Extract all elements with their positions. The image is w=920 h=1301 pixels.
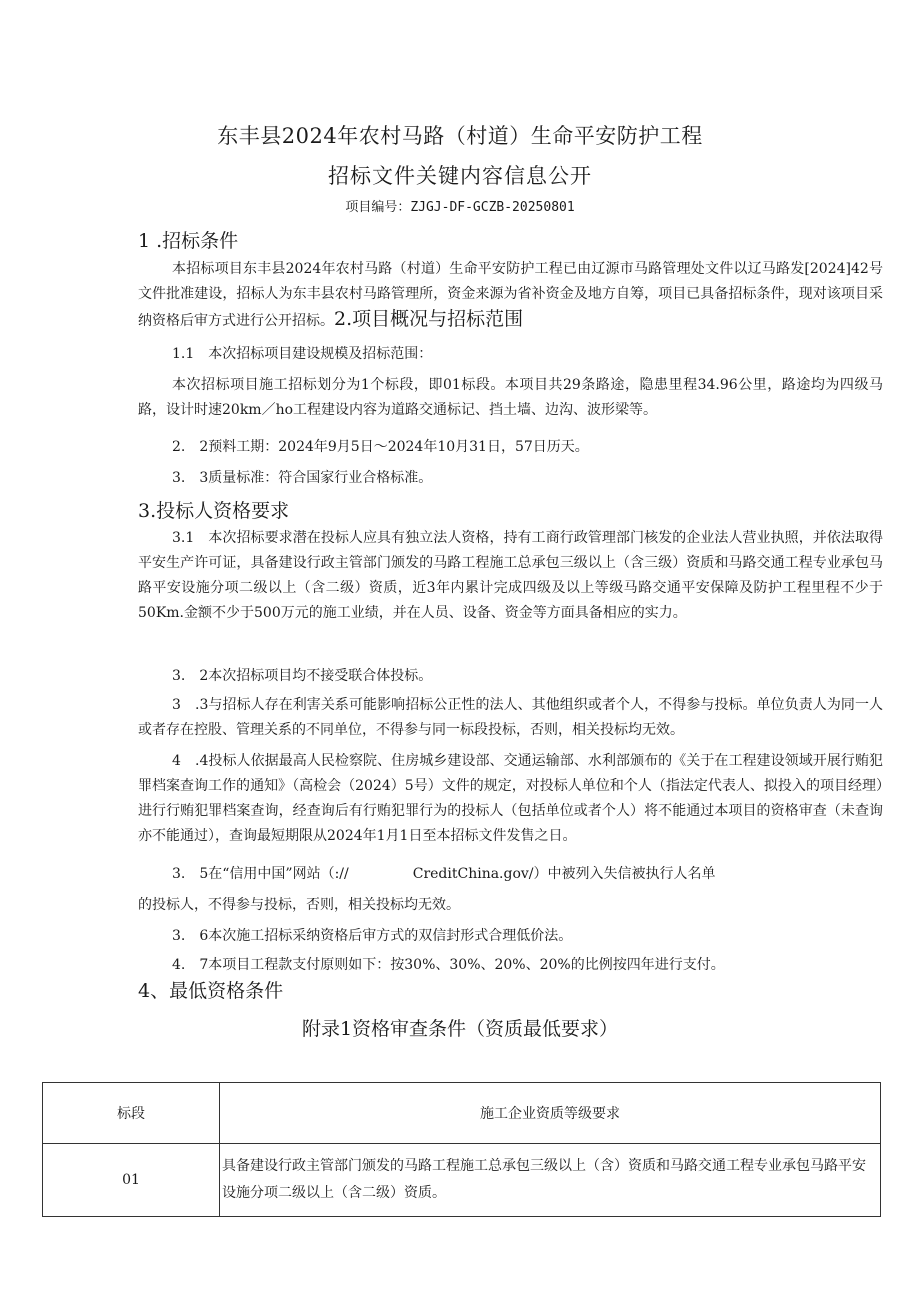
qualification-table: [42, 1082, 881, 1217]
table-header-requirement: 施工企业资质等级要求: [220, 1083, 881, 1144]
table-cell-requirement: 具备建设行政主管部门颁发的马路工程施工总承包三级以上（含）资质和马路交通工程专业承包马路平安设施分项二级以上（含二级）资质。: [220, 1144, 881, 1217]
table-row: [43, 1144, 881, 1217]
section-1-heading: 1 .招标条件: [138, 230, 239, 252]
section-3-item-3-5-text: 3. 5在“信用中国”网站（://: [172, 866, 349, 882]
section-3-item-3-3: 3 .3与招标人存在利害关系可能影响招标公正性的法人、其他组织或者个人，不得参与投标。单位负责人为同一人或者存在控股、管理关系的不同单位，不得参与同一标段投标，否则，相关投标均无效。: [138, 697, 883, 738]
section-3-item-3-2: 3. 2本次招标项目均不接受联合体投标。: [172, 668, 433, 684]
section-1-text: 本招标项目东丰县2024年农村马路（村道）生命平安防护工程已由辽源市马路管理处文件以辽马路发[2024]42号文件批准建设，招标人为东丰县农村马路管理所，资金来源为省补资金及地方自筹，项目已具备招标条件，现对该项目采纳资格后审方式进行公开招标。: [138, 261, 883, 329]
doc-title-line1: 东丰县2024年农村马路（村道）生命平安防护工程: [217, 124, 703, 148]
section-3-item-3-7: 4. 7本项目工程款支付原则如下：按30%、30%、20%、20%的比例按四年进行支付。: [172, 957, 725, 973]
section-1-paragraph: [138, 257, 883, 334]
table-cell-segment: 01: [43, 1144, 220, 1217]
section-2-item-quality: 3. 3质量标准：符合国家行业合格标准。: [172, 470, 433, 486]
appendix-title: 附录1资格审查条件（资质最低要求）: [301, 1018, 619, 1040]
table-header-segment: 标段: [43, 1083, 220, 1144]
section-3-item-3-5-line1: [138, 862, 883, 887]
table-header-row: [43, 1083, 881, 1144]
section-3-item-3-6: 3. 6本次施工招标采纳资格后审方式的双信封形式合理低价法。: [172, 928, 573, 944]
section-4-heading: 4、最低资格条件: [138, 980, 284, 1002]
section-2-item-duration: 2. 2预料工期：2024年9月5日～2024年10月31日，57日历天。: [172, 439, 589, 455]
section-3-item-3-1: 3.1 本次招标要求潜在投标人应具有独立法人资格，持有工商行政管理部门核发的企业法人营业执照，并依法取得平安生产许可证，具备建设行政主管部门颁发的马路工程施工总承包三级以上（含三级）资质和马路交通工程专业承包马路平安设施分项二级以上（含二级）资质，近3年内累计完成四级及以上等级马路交通平安保障及防护工程里程不少于50Km.金额不少于500万元的施工业绩，并在人员、设备、资金等方面具备相应的实力。: [138, 530, 883, 621]
section-2-heading: 2.项目概况与招标范围: [334, 308, 524, 330]
project-number: 项目编号：ZJGJ-DF-GCZB-20250801: [345, 200, 575, 215]
credit-china-url: CreditChina.gov/）中被列入失信被执行人名单: [412, 866, 716, 882]
doc-title-line2: 招标文件关键内容信息公开: [328, 164, 592, 188]
section-3-heading: 3.投标人资格要求: [138, 500, 290, 522]
section-3-item-3-5-line2: 的投标人，不得参与投标，否则，相关投标均无效。: [138, 897, 460, 913]
section-2-scope-paragraph: 本次招标项目施工招标划分为1个标段，即01标段。本项目共29条路途，隐患里程34.96公里，路途均为四级马路，设计时速20km／ho工程建设内容为道路交通标记、挡土墙、边沟、波形梁等。: [138, 377, 883, 418]
section-3-item-3-4: 4 .4投标人依据最高人民检察院、住房城乡建设部、交通运输部、水利部颁布的《关于在工程建设领域开展行贿犯罪档案查询工作的通知》（高检会（2024）5号）文件的规定，对投标人单位和个人（指法定代表人、拟投入的项目经理）进行行贿犯罪档案查询，经查询后有行贿犯罪行为的投标人（包括单位或者个人）将不能通过本项目的资格审查（未查询亦不能通过），查询最短期限从2024年1月1日至本招标文件发售之日。: [138, 753, 883, 844]
section-2-item-1-1: 1.1 本次招标项目建设规模及招标范围：: [172, 346, 433, 362]
